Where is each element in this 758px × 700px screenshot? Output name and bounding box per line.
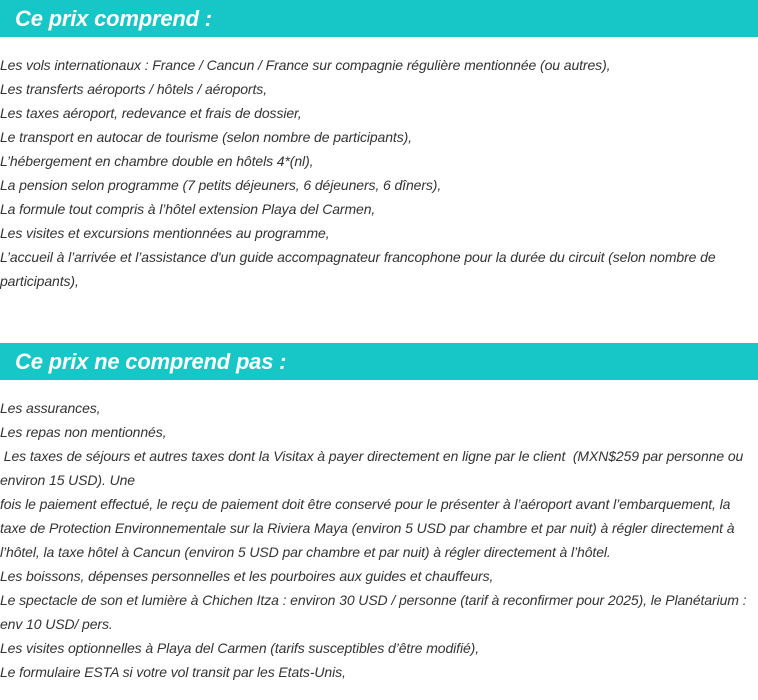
list-item: Les visites optionnelles à Playa del Carmen (tarifs susceptibles d’être modifié), — [0, 640, 480, 656]
price-includes-list — [0, 53, 758, 293]
list-item: Les boissons, dépenses personnelles et les pourboires aux guides et chauffeurs, — [0, 568, 494, 584]
list-item: Les repas non mentionnés, — [0, 424, 167, 440]
list-item: Les vols internationaux : France / Cancun / France sur compagnie régulière mentionnée (ou autres), — [0, 57, 611, 73]
list-item: La formule tout compris à l’hôtel extension Playa del Carmen, — [0, 201, 376, 217]
list-item: Le spectacle de son et lumière à Chichen Itza : environ 30 USD / personne (tarif à reconfirmer pour 2025), le Planétarium : env 10 USD/ pers. — [0, 592, 751, 632]
price-includes-header — [0, 0, 758, 37]
list-item: Les assurances, — [0, 400, 101, 416]
price-excludes-list — [0, 396, 758, 684]
list-item: Les taxes aéroport, redevance et frais de dossier, — [0, 105, 302, 121]
price-includes-section — [0, 0, 758, 293]
price-excludes-title: Ce prix ne comprend pas : — [15, 348, 287, 374]
list-item: Les taxes de séjours et autres taxes dont la Visitax à payer directement en ligne par le client (MXN$259 par personne ou environ 15 USD). Une — [0, 448, 747, 488]
list-item: Le formulaire ESTA si votre vol transit par les Etats-Unis, — [0, 664, 346, 680]
list-item: fois le paiement effectué, le reçu de paiement doit être conservé pour le présenter à l’aéroport avant l’embarquement, la taxe de Protection Environnementale sur la Riviera Maya (environ 5 USD par chambre et par nuit) à régler directement à l’hôtel, la taxe hôtel à Cancun (environ 5 USD par chambre et par nuit) à régler directement à l’hôtel. — [0, 496, 739, 560]
list-item: Le transport en autocar de tourisme (selon nombre de participants), — [0, 129, 412, 145]
list-item: Les transferts aéroports / hôtels / aéroports, — [0, 81, 267, 97]
list-item: L’hébergement en chambre double en hôtels 4*(nl), — [0, 153, 314, 169]
price-excludes-section — [0, 343, 758, 684]
price-excludes-header — [0, 343, 758, 380]
list-item: Les visites et excursions mentionnées au programme, — [0, 225, 330, 241]
price-includes-title: Ce prix comprend : — [15, 5, 212, 31]
list-item: La pension selon programme (7 petits déjeuners, 6 déjeuners, 6 dîners), — [0, 177, 442, 193]
list-item: L’accueil à l’arrivée et l’assistance d'un guide accompagnateur francophone pour la durée du circuit (selon nombre de participants), — [0, 249, 720, 289]
